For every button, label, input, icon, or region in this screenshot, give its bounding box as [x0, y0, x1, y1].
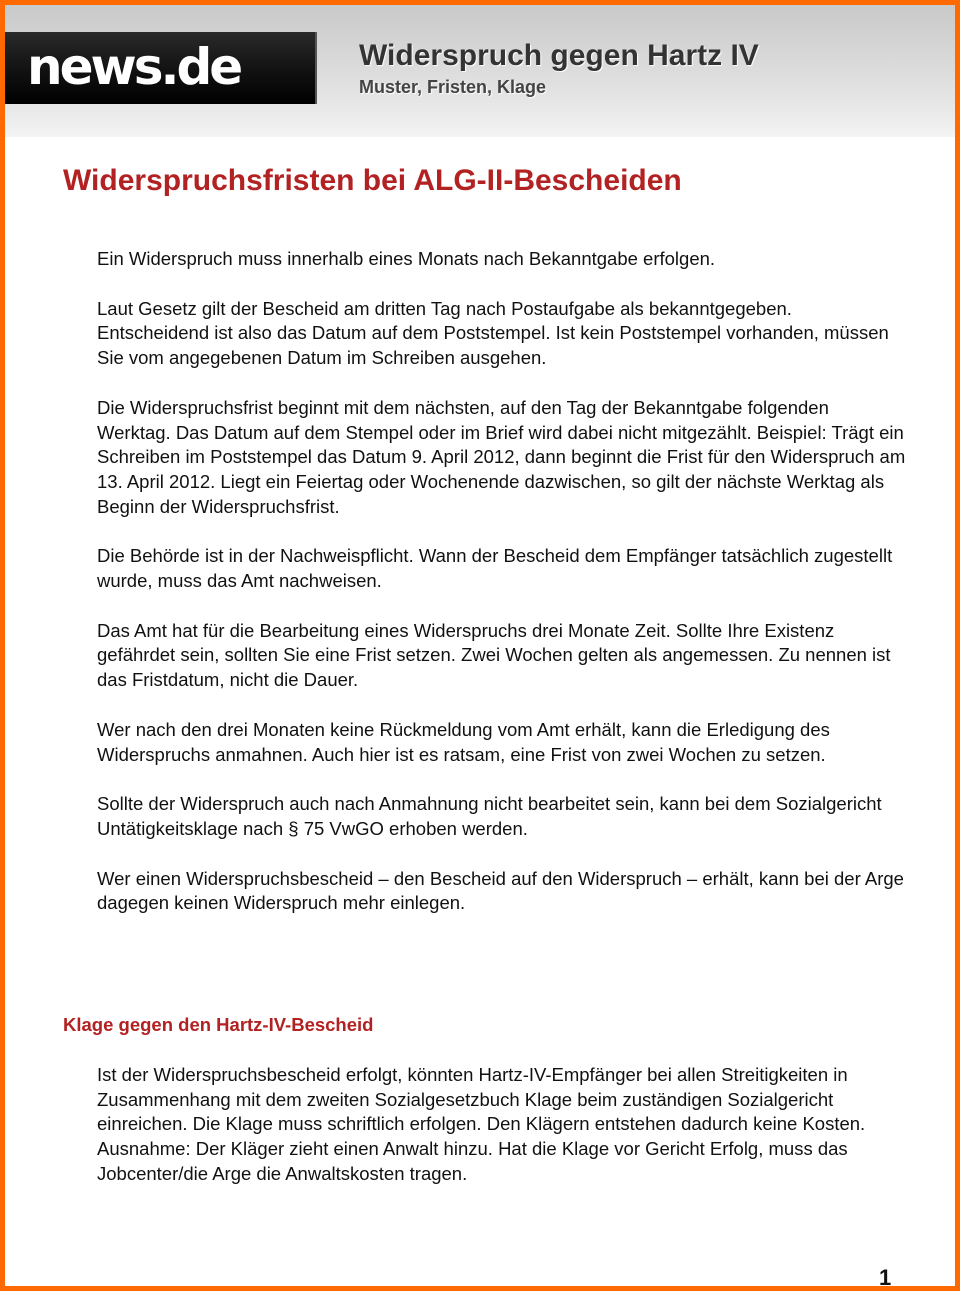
- logo: [5, 32, 317, 104]
- logo-text: news.de: [27, 38, 241, 96]
- page-number: 1: [879, 1265, 892, 1286]
- paragraph: Die Widerspruchsfrist beginnt mit dem nächsten, auf den Tag der Bekanntgabe folgenden Werktag. Das Datum auf dem Stempel oder im Brief wird dabei nicht mitgezählt. Beispiel: Trägt ein Schreiben im Poststempel das Datum 9. April 2012, dann beginnt die Frist für den Widerspruch am 13. April 2012. Liegt ein Feiertag oder Wochenende dazwischen, so gilt der nächste Werktag als Beginn der Widerspruchsfrist.: [97, 396, 906, 517]
- paragraph: Das Amt hat für die Bearbeitung eines Widerspruchs drei Monate Zeit. Sollte Ihre Existenz gefährdet sein, sollten Sie eine Frist setzen. Zwei Wochen gelten als angemessen. Zu nennen ist das Fristdatum, nicht die Dauer.: [97, 619, 891, 691]
- section-body: [97, 247, 907, 941]
- subheading: Klage gegen den Hartz-IV-Bescheid: [63, 1014, 374, 1035]
- section-title: Widerspruchsfristen bei ALG-II-Bescheiden: [63, 164, 682, 197]
- document-page: [5, 5, 955, 1286]
- paragraph: Wer nach den drei Monaten keine Rückmeldung vom Amt erhält, kann die Erledigung des Widerspruchs anmahnen. Auch hier ist es ratsam, eine Frist von zwei Wochen zu setzen.: [97, 718, 830, 765]
- page-header: [5, 5, 955, 137]
- paragraph: Sollte der Widerspruch auch nach Anmahnung nicht bearbeitet sein, kann bei dem Sozialgericht Untätigkeitsklage nach § 75 VwGO erhoben werden.: [97, 793, 882, 839]
- paragraph: Ist der Widerspruchsbescheid erfolgt, könnten Hartz-IV-Empfänger bei allen Streitigkeiten in Zusammenhang mit dem zweiten Sozialgesetzbuch Klage beim zuständigen Sozialgericht einreichen. Die Klage muss schriftlich erfolgen. Den Klägern entstehen dadurch keine Kosten. Ausnahme: Der Kläger zieht einen Anwalt hinzu. Hat die Klage vor Gericht Erfolg, muss das Jobcenter/die Arge die Anwaltskosten tragen.: [97, 1064, 866, 1184]
- paragraph: Ein Widerspruch muss innerhalb eines Monats nach Bekanntgabe erfolgen.: [97, 248, 716, 269]
- section2-body: [97, 1063, 907, 1187]
- paragraph: Laut Gesetz gilt der Bescheid am dritten Tag nach Postaufgabe als bekanntgegeben. Entscheidend ist also das Datum auf dem Poststempel. Ist kein Poststempel vorhanden, müssen Sie vom angegebenen Datum im Schreiben ausgehen.: [97, 297, 889, 369]
- paragraph: Wer einen Widerspruchsbescheid – den Bescheid auf den Widerspruch – erhält, kann bei der Arge dagegen keinen Widerspruch mehr einlegen.: [97, 867, 904, 914]
- header-subtitle: Muster, Fristen, Klage: [359, 77, 547, 97]
- header-title: Widerspruch gegen Hartz IV: [359, 39, 759, 72]
- paragraph: Die Behörde ist in der Nachweispflicht. Wann der Bescheid dem Empfänger tatsächlich zugestellt wurde, muss das Amt nachweisen.: [97, 545, 893, 592]
